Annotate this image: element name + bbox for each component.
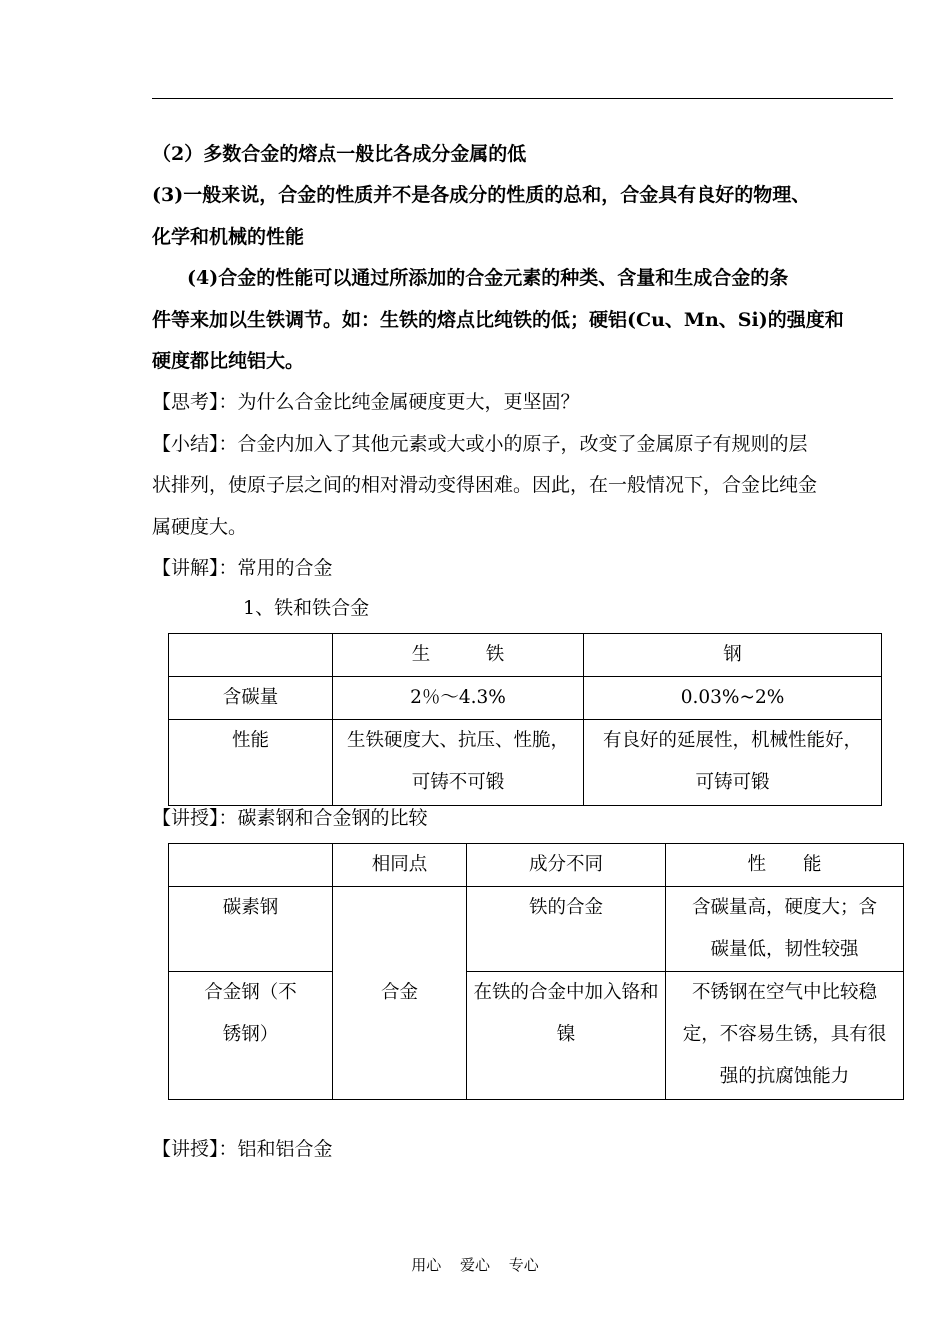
summary-line-1: 【小结】：合金内加入了其他元素或大或小的原子，改变了金属原子有规则的层 [152, 433, 808, 455]
summary-line-2: 状排列，使原子层之间的相对滑动变得困难。因此，在一般情况下，合金比纯金 [152, 474, 818, 496]
footer-text: 爱心 [459, 1256, 490, 1274]
think-question: 【思考】：为什么合金比纯金属硬度更大，更坚固？ [152, 391, 580, 413]
table1-header-pig-iron: 生 铁 [333, 634, 584, 677]
table2-cell: 碳素钢 [169, 887, 333, 972]
table2-common-cell: 合金 [333, 887, 467, 1100]
teach-heading-steel: 【讲授】：碳素钢和合金钢的比较 [152, 807, 428, 829]
table1-cell: 性能 [169, 720, 333, 806]
paragraph-2: （2）多数合金的熔点一般比各成分金属的低 [152, 143, 527, 165]
carbon-alloy-steel-table [168, 843, 904, 1100]
teach-heading-aluminium: 【讲授】：铝和铝合金 [152, 1138, 333, 1160]
table2-cell: 含碳量高，硬度大；含碳量低，韧性较强 [666, 887, 904, 972]
paragraph-4-line-2: 件等来加以生铁调节。如：生铁的熔点比纯铁的低；硬铝(Cu、Mn、Si)的强度和 [152, 309, 844, 331]
paragraph-3-line-1: (3)一般来说，合金的性质并不是各成分的性质的总和，合金具有良好的物理、 [152, 184, 811, 206]
paragraph-4-line-1: (4)合金的性能可以通过所添加的合金元素的种类、含量和生成合金的条 [187, 267, 789, 289]
table2-header-common: 相同点 [333, 844, 467, 887]
table1-cell: 0.03%~2% [584, 677, 882, 720]
table1-cell: 含碳量 [169, 677, 333, 720]
table2-header-property: 性 能 [666, 844, 904, 887]
table1-header-steel: 钢 [584, 634, 882, 677]
iron-steel-table [168, 633, 882, 806]
lecture-heading: 【讲解】：常用的合金 [152, 557, 333, 579]
table2-cell: 不锈钢在空气中比较稳定，不容易生锈，具有很强的抗腐蚀能力 [666, 972, 904, 1100]
summary-line-3: 属硬度大。 [152, 516, 248, 538]
table1-header-empty [169, 634, 333, 677]
header-rule [152, 98, 893, 99]
footer-text: 专心 [508, 1256, 539, 1274]
table1-cell: 生铁硬度大、抗压、性脆，可铸不可锻 [333, 720, 584, 806]
page-footer [0, 1254, 950, 1275]
footer-text: 用心 [411, 1256, 442, 1274]
table2-cell: 铁的合金 [467, 887, 666, 972]
table1-cell: 有良好的延展性，机械性能好，可铸可锻 [584, 720, 882, 806]
table2-cell: 合金钢（不锈钢） [169, 972, 333, 1100]
table2-header-composition: 成分不同 [467, 844, 666, 887]
paragraph-4-line-3: 硬度都比纯铝大。 [152, 350, 305, 372]
paragraph-3-line-2: 化学和机械的性能 [152, 226, 305, 248]
table2-header-empty [169, 844, 333, 887]
table2-cell: 在铁的合金中加入铬和镍 [467, 972, 666, 1100]
section-iron-alloys: 1、铁和铁合金 [243, 597, 370, 619]
table1-cell: 2％～4.3% [333, 677, 584, 720]
